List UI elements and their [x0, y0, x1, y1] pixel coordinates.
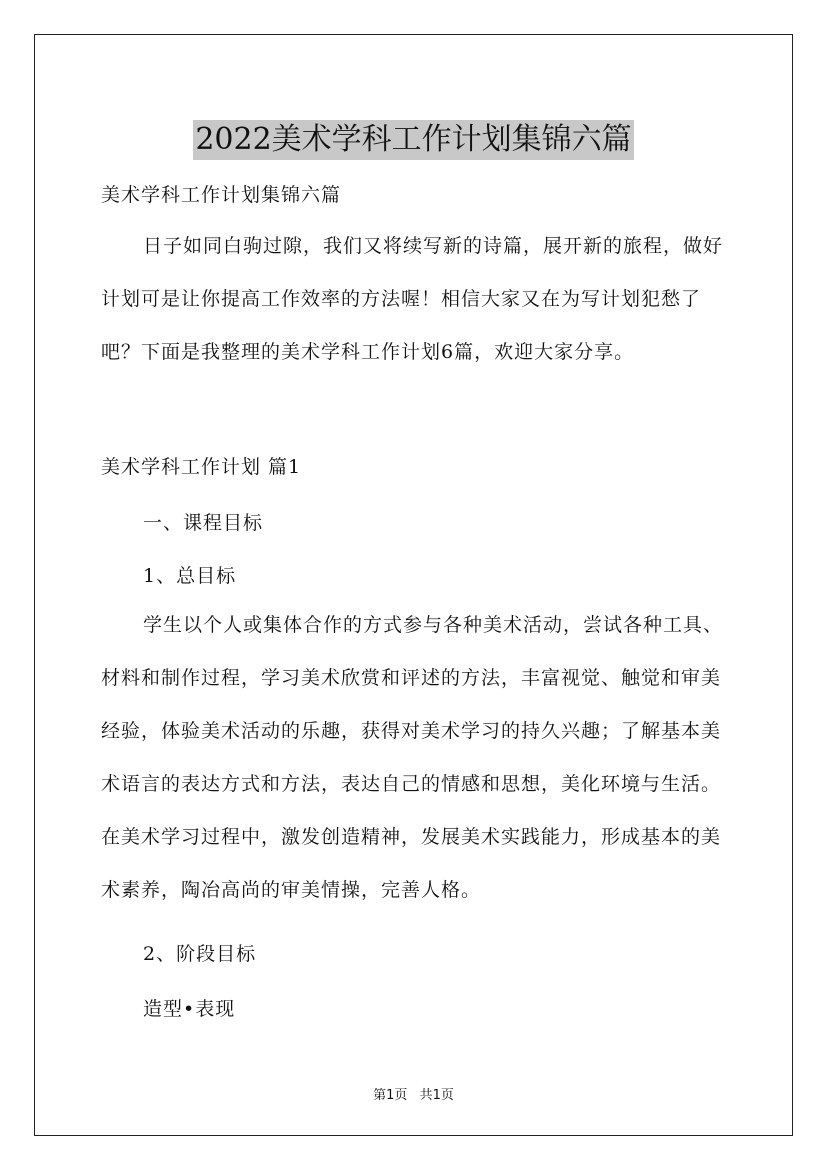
overall-goal-heading: 1、总目标: [143, 565, 237, 587]
page-total: 共1页: [419, 1088, 454, 1103]
page-footer: [0, 1084, 827, 1103]
course-goal-heading: 一、课程目标: [143, 512, 264, 534]
document-title: 2022美术学科工作计划集锦六篇: [193, 120, 633, 160]
document-subtitle: 美术学科工作计划集锦六篇: [101, 184, 342, 206]
page-number: 第1页: [373, 1088, 408, 1103]
title-wrap: [0, 100, 827, 180]
intro-paragraph: 日子如同白驹过隙，我们又将续写新的诗篇，展开新的旅程，做好计划可是让你提高工作效率的方法喔！相信大家又在为写计划犯愁了吧？下面是我整理的美术学科工作计划6篇，欢迎大家分享。: [101, 235, 724, 363]
overall-goal-paragraph: 学生以个人或集体合作的方式参与各种美术活动，尝试各种工具、材料和制作过程，学习美术欣赏和评述的方法，丰富视觉、触觉和审美经验，体验美术活动的乐趣，获得对美术学习的持久兴趣；了解基本美术语言的表达方式和方法，表达自己的情感和思想，美化环境与生活。在美术学习过程中，激发创造精神，发展美术实践能力，形成基本的美术素养，陶冶高尚的审美情操，完善人格。: [101, 614, 724, 901]
stage-goal-heading: 2、阶段目标: [143, 943, 257, 965]
section-heading: 美术学科工作计划 篇1: [101, 456, 302, 478]
modeling-heading: 造型•表现: [143, 998, 236, 1020]
